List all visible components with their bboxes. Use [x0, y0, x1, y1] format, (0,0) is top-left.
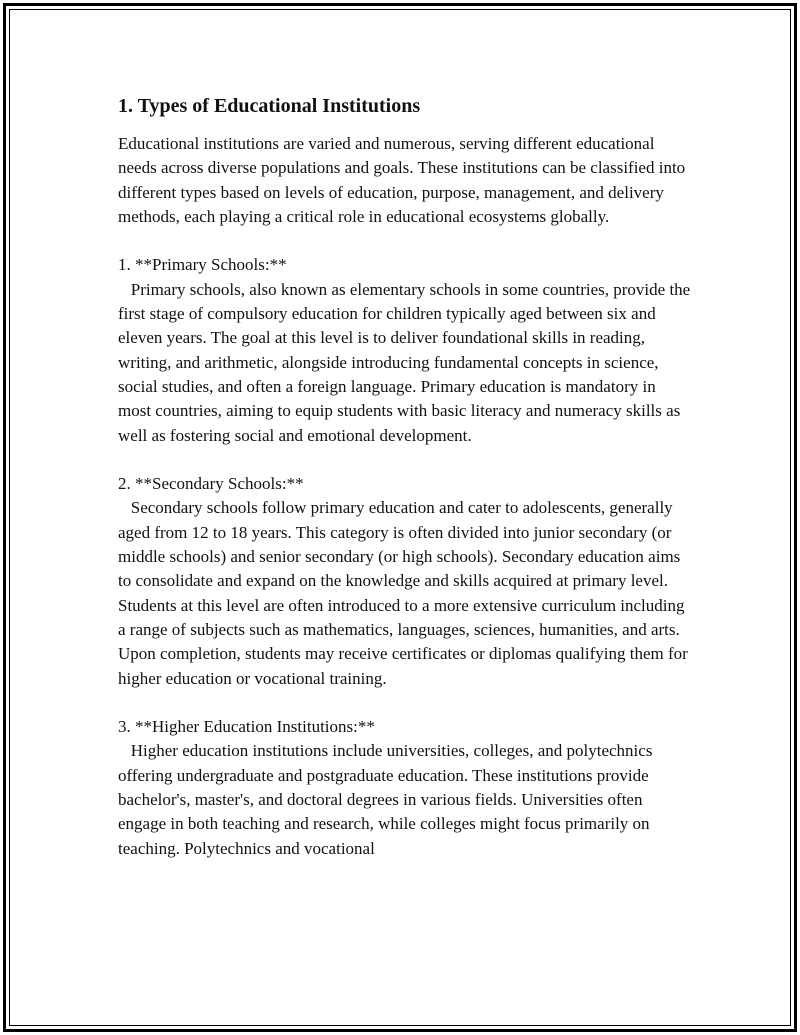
paragraph-spacer	[118, 229, 693, 253]
section-heading: 1. **Primary Schools:**	[118, 255, 287, 275]
section-primary-schools	[118, 253, 693, 447]
section-body: Secondary schools follow primary education and cater to adolescents, generally aged from 12 to 18 years. This category is often divided into junior secondary (or middle schools) and senior secondary (or high schools). Secondary education aims to consolidate and expand on the knowledge and skills acquired at primary level. Students at this level are often introduced to a more extensive curriculum including a range of subjects such as mathematics, languages, sciences, humanities, and arts. Upon completion, students may receive certificates or diplomas qualifying them for higher education or vocational training.	[118, 498, 693, 688]
section-heading: 2. **Secondary Schools:**	[118, 474, 304, 494]
section-secondary-schools	[118, 472, 693, 691]
section-heading: 3. **Higher Education Institutions:**	[118, 717, 375, 737]
section-body: Primary schools, also known as elementary schools in some countries, provide the first stage of compulsory education for children typically aged between six and eleven years. The goal at this level is to deliver foundational skills in reading, writing, and arithmetic, alongside introducing fundamental concepts in science, social studies, and often a foreign language. Primary education is mandatory in most countries, aiming to equip students with basic literacy and numeracy skills as well as fostering social and emotional development.	[118, 279, 695, 445]
paragraph-spacer	[118, 691, 693, 715]
paragraph-spacer	[118, 448, 693, 472]
document-title: 1. Types of Educational Institutions	[118, 95, 421, 117]
intro-paragraph: Educational institutions are varied and numerous, serving different educational needs across diverse populations and goals. These institutions can be classified into different types based on levels of education, purpose, management, and delivery methods, each playing a critical role in educational ecosystems globally.	[118, 134, 690, 226]
section-higher-education	[118, 715, 693, 861]
document-body	[118, 92, 693, 861]
section-body: Higher education institutions include universities, colleges, and polytechnics offering undergraduate and postgraduate education. These institutions provide bachelor's, master's, and doctoral degrees in various fields. Universities often engage in both teaching and research, while colleges might focus primarily on teaching. Polytechnics and vocational	[118, 741, 657, 858]
